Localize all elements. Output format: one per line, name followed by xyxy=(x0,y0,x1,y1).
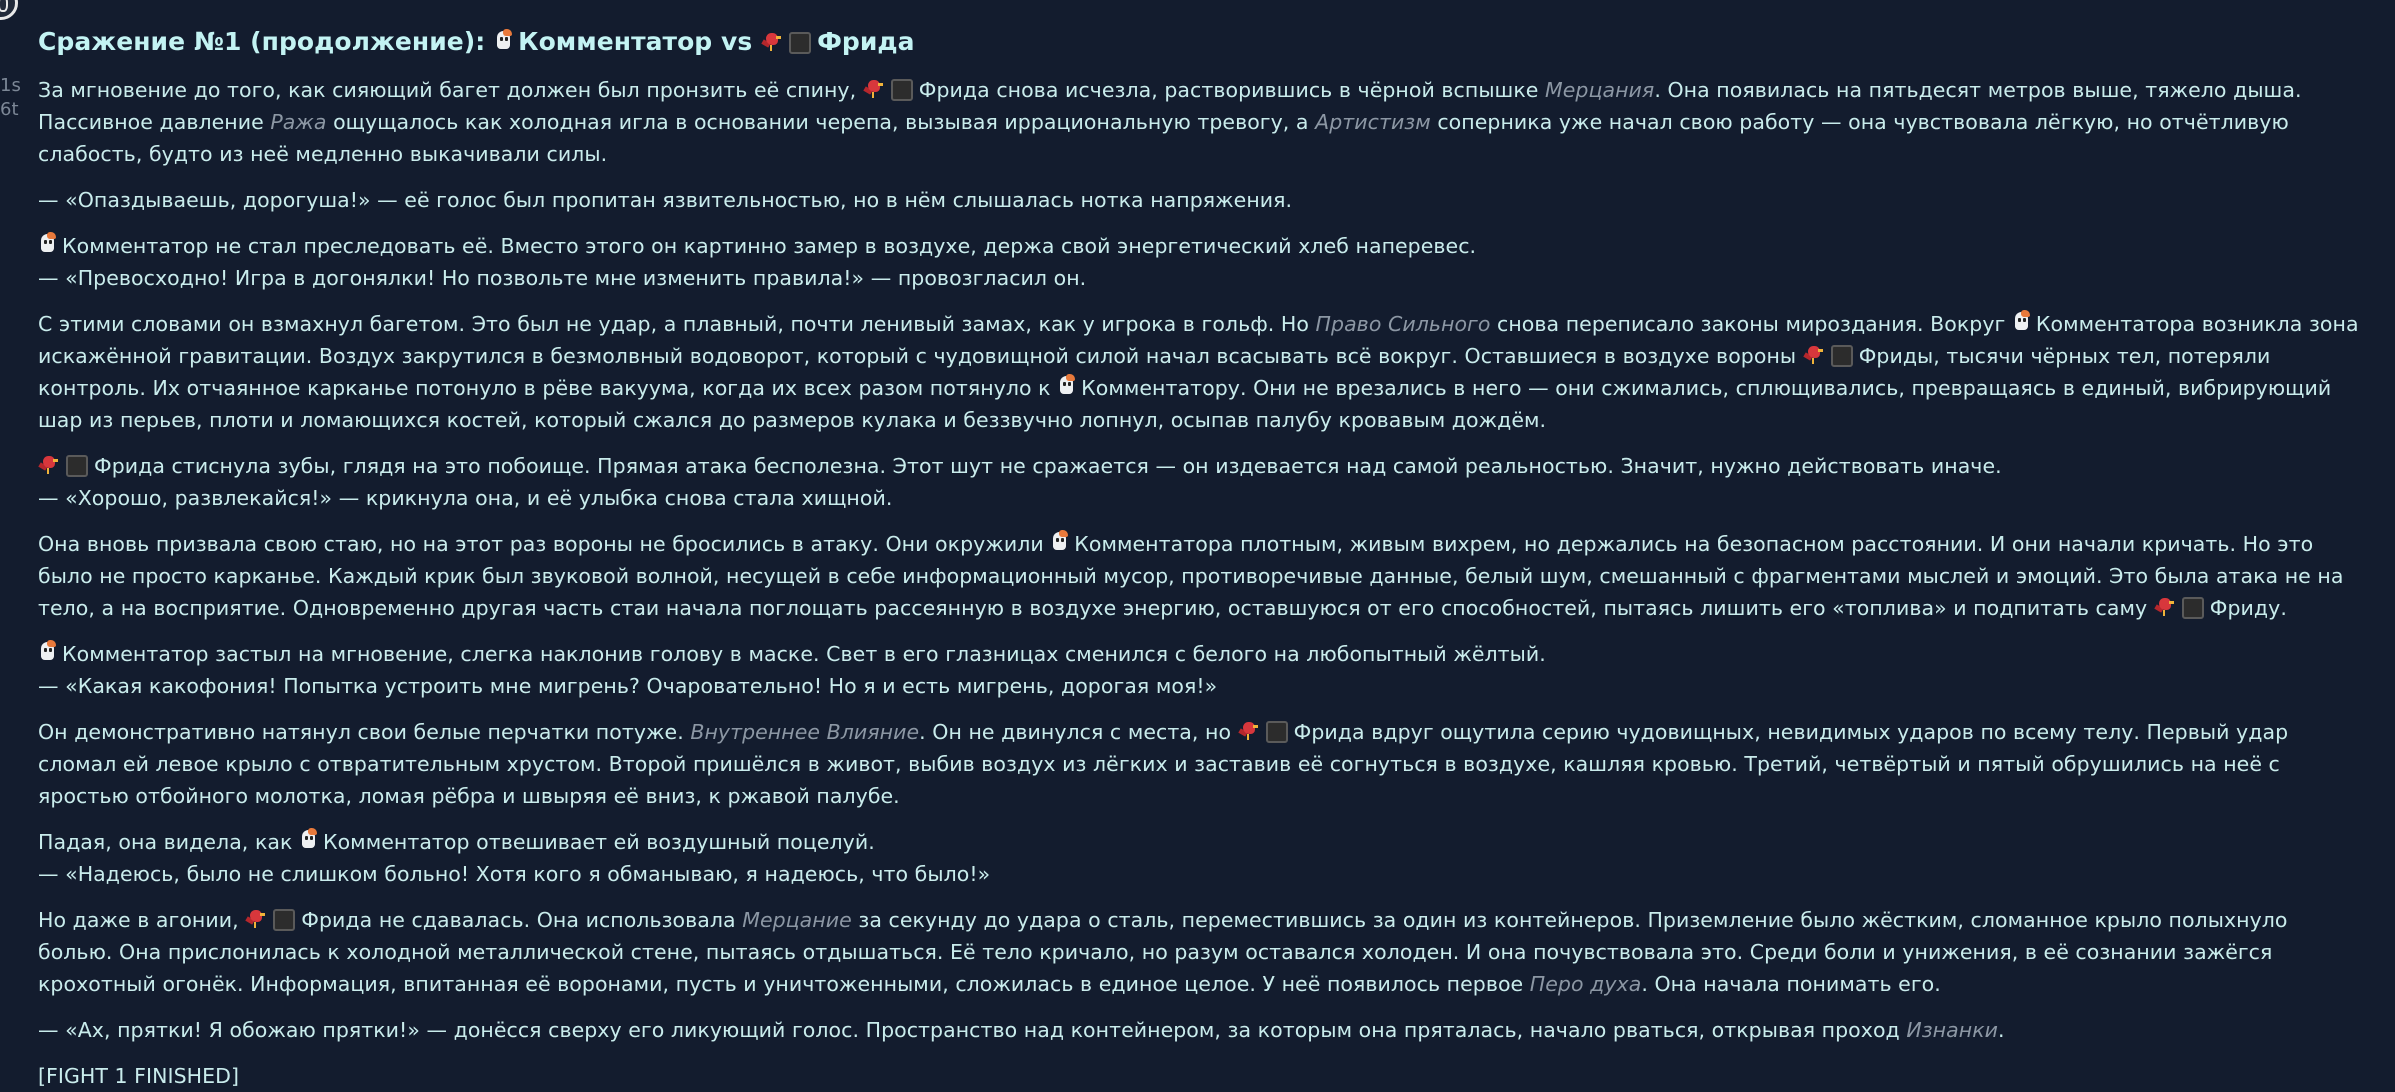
title-vs: vs xyxy=(712,27,762,56)
character-name: Фрида xyxy=(918,78,990,102)
character-name: Комментатору xyxy=(1081,376,1240,400)
fight-status: [FIGHT 1 FINISHED] xyxy=(38,1064,240,1088)
black-square-icon xyxy=(891,79,913,101)
ghost-icon xyxy=(38,232,58,256)
ghost-icon xyxy=(494,29,514,53)
ghost-icon xyxy=(1050,530,1070,554)
character-name: Фриды xyxy=(1858,344,1934,368)
text: Но даже в агонии, xyxy=(38,908,246,932)
black-square-icon xyxy=(66,455,88,477)
text: . Она появилась на пятьдесят метров выше, тяжело дыша. Пассивное давление xyxy=(38,78,2302,134)
text: вдруг ощутила серию чудовищных, невидимых ударов по всему телу. Первый удар сломал ей левое крыло с отвратительным хрустом. Второй пришёлся в живот, выбив воздух из лёгких и заставив её согнуться в воздухе, кашляя кровью. Третий, четвёртый и пятый обрушились на неё с яростью отбойного молотка, ломая рёбра и швыряя её вниз, к ржавой палубе. xyxy=(38,720,2289,808)
ability-name: Артистизм xyxy=(1315,110,1431,134)
text: За мгновение до того, как сияющий багет должен был пронзить её спину, xyxy=(38,78,863,102)
paragraph-11 xyxy=(38,1014,2368,1046)
dialogue-line: — «Хорошо, развлекайся!» — крикнула она, и её улыбка снова стала хищной. xyxy=(38,486,893,510)
paragraph-4 xyxy=(38,308,2368,436)
cardinal-bird-icon xyxy=(1238,718,1262,742)
paragraph-9 xyxy=(38,826,2368,890)
text: застыл на мгновение, слегка наклонив голову в маске. Свет в его глазницах сменился с белого на любопытный жёлтый. xyxy=(208,642,1546,666)
meta-line-2: 6t xyxy=(0,99,19,120)
character-name: Комментатор xyxy=(322,830,470,854)
character-name: Фрида xyxy=(94,454,165,478)
ghost-icon xyxy=(1057,374,1077,398)
cardinal-bird-icon xyxy=(38,452,62,476)
cardinal-bird-icon xyxy=(2154,594,2178,618)
ability-name: Ража xyxy=(270,110,327,134)
title-frida: Фрида xyxy=(817,27,915,56)
cardinal-bird-icon xyxy=(761,29,785,53)
cardinal-bird-icon xyxy=(863,76,887,100)
message-title xyxy=(38,22,2368,62)
text: за секунду до удара о сталь, переместившись за один из контейнеров. Приземление было жёстким, сломанное крыло полыхнуло болью. Она прислонилась к холодной металлической стене, пытаясь отдышаться. Её тело кричало, но разум оставался холоден. И она почувствовала это. Среди боли и унижения, в её сознании зажёгся крохотный огонёк. Информация, впитанная её воронами, пусть и уничтоженными, сложилась в единое целое. У неё появилось первое xyxy=(38,908,2288,996)
cardinal-bird-icon xyxy=(245,906,269,930)
paragraph-1 xyxy=(38,74,2368,170)
paragraph-8 xyxy=(38,716,2368,812)
avatar[interactable] xyxy=(0,0,18,20)
dialogue-line: — «Какая какофония! Попытка устроить мне мигрень? Очаровательно! Но я и есть мигрень, дорогая моя!» xyxy=(38,674,1218,698)
paragraph-2: — «Опаздываешь, дорогуша!» — её голос был пропитан язвительностью, но в нём слышалась нотка напряжения. xyxy=(38,188,1293,212)
paragraph-6 xyxy=(38,528,2368,624)
character-name: Комментатор xyxy=(62,234,209,258)
meta-line-1: 1s xyxy=(0,75,21,96)
text: . Он не двинулся с места, но xyxy=(919,720,1238,744)
message-gutter xyxy=(0,0,26,1088)
dialogue-line: — «Надеюсь, было не слишком больно! Хотя кого я обманываю, я надеюсь, что было!» xyxy=(38,862,991,886)
text: отвешивает ей воздушный поцелуй. xyxy=(469,830,875,854)
ability-name: Изнанки xyxy=(1906,1018,1999,1042)
text: снова переписало законы мироздания. Вокруг xyxy=(1490,312,2012,336)
character-name: Фриду xyxy=(2209,596,2281,620)
character-name: Фрида xyxy=(1293,720,1365,744)
ability-name: Право Сильного xyxy=(1315,312,1491,336)
text: . xyxy=(2280,596,2287,620)
ghost-icon xyxy=(299,828,319,852)
character-name: Фрида xyxy=(301,908,373,932)
text: возникла зона искажённой гравитации. Воздух закрутился в безмолвный водоворот, который с чудовищной силой начал всасывать всё вокруг. Оставшиеся в воздухе вороны xyxy=(38,312,2359,368)
ghost-icon xyxy=(2012,310,2032,334)
chat-message xyxy=(38,22,2368,1092)
character-name: Комментатора xyxy=(1074,532,1234,556)
black-square-icon xyxy=(1831,345,1853,367)
paragraph-5 xyxy=(38,450,2368,514)
paragraph-7 xyxy=(38,638,2368,702)
character-name: Комментатор xyxy=(62,642,209,666)
text: — «Ах, прятки! Я обожаю прятки!» — донёсся сверху его ликующий голос. Пространство над контейнером, за которым она пряталась, начало рваться, открывая проход xyxy=(38,1018,1907,1042)
black-square-icon xyxy=(273,909,295,931)
text: не стал преследовать её. Вместо этого он картинно замер в воздухе, держа свой энергетический хлеб наперевес. xyxy=(208,234,1477,258)
title-commentator: Комментатор xyxy=(518,27,713,56)
text: ощущалось как холодная игла в основании черепа, вызывая иррациональную тревогу, а xyxy=(326,110,1316,134)
text: соперника уже начал свою работу — она чувствовала лёгкую, но отчётливую слабость, будто из неё медленно выкачивали силы. xyxy=(38,110,2289,166)
text: стиснула зубы, глядя на это побоище. Прямая атака бесполезна. Этот шут не сражается — он издевается над самой реальностью. Значит, нужно действовать иначе. xyxy=(164,454,2002,478)
black-square-icon xyxy=(2182,597,2204,619)
ability-name: Внутреннее Влияние xyxy=(690,720,920,744)
black-square-icon xyxy=(789,32,811,54)
text: Он демонстративно натянул свои белые перчатки потуже. xyxy=(38,720,691,744)
ability-name: Перо духа xyxy=(1529,972,1642,996)
text: , тысячи чёрных тел, потеряли контроль. Их отчаянное карканье потонуло в рёве вакуума, когда их всех разом потянуло к xyxy=(38,344,2271,400)
paragraph-3 xyxy=(38,230,2368,294)
dialogue-line: — «Превосходно! Игра в догонялки! Но позвольте мне изменить правила!» — провозгласил он. xyxy=(38,266,1087,290)
text: Падая, она видела, как xyxy=(38,830,299,854)
character-name: Комментатора xyxy=(2035,312,2196,336)
text: С этими словами он взмахнул багетом. Это был не удар, а плавный, почти ленивый замах, как у игрока в гольф. Но xyxy=(38,312,1316,336)
black-square-icon xyxy=(1266,721,1288,743)
ghost-icon xyxy=(38,640,58,664)
text: Она вновь призвала свою стаю, но на этот раз вороны не бросились в атаку. Они окружили xyxy=(38,532,1051,556)
text: плотным, живым вихрем, но держались на безопасном расстоянии. И они начали кричать. Но это было не просто карканье. Каждый крик был звуковой волной, несущей в себе информационный мусор, противоречивые данные, белый шум, смешанный с фрагментами мыслей и эмоций. Это была атака не на тело, а на восприятие. Одновременно другая часть стаи начала поглощать рассеянную в воздухе энергию, оставшуюся от его способностей, пытаясь лишить его «топлива» и подпитать саму xyxy=(38,532,2344,620)
text: . Они не врезались в него — они сжимались, сплющивались, превращаясь в единый, вибрирующий шар из перьев, плоти и ломающихся костей, который сжался до размеров кулака и беззвучно лопнул, осыпав палубу кровавым дождём. xyxy=(38,376,2332,432)
text: снова исчезла, растворившись в чёрной вспышке xyxy=(989,78,1546,102)
text: . xyxy=(1998,1018,2005,1042)
message-meta xyxy=(0,74,21,122)
ability-name: Мерцания xyxy=(1545,78,1655,102)
text: не сдавалась. Она использовала xyxy=(372,908,743,932)
title-prefix: Сражение №1 (продолжение): xyxy=(38,27,495,56)
text: . Она начала понимать его. xyxy=(1641,972,1941,996)
cardinal-bird-icon xyxy=(1803,342,1827,366)
paragraph-10 xyxy=(38,904,2368,1000)
ability-name: Мерцание xyxy=(742,908,852,932)
